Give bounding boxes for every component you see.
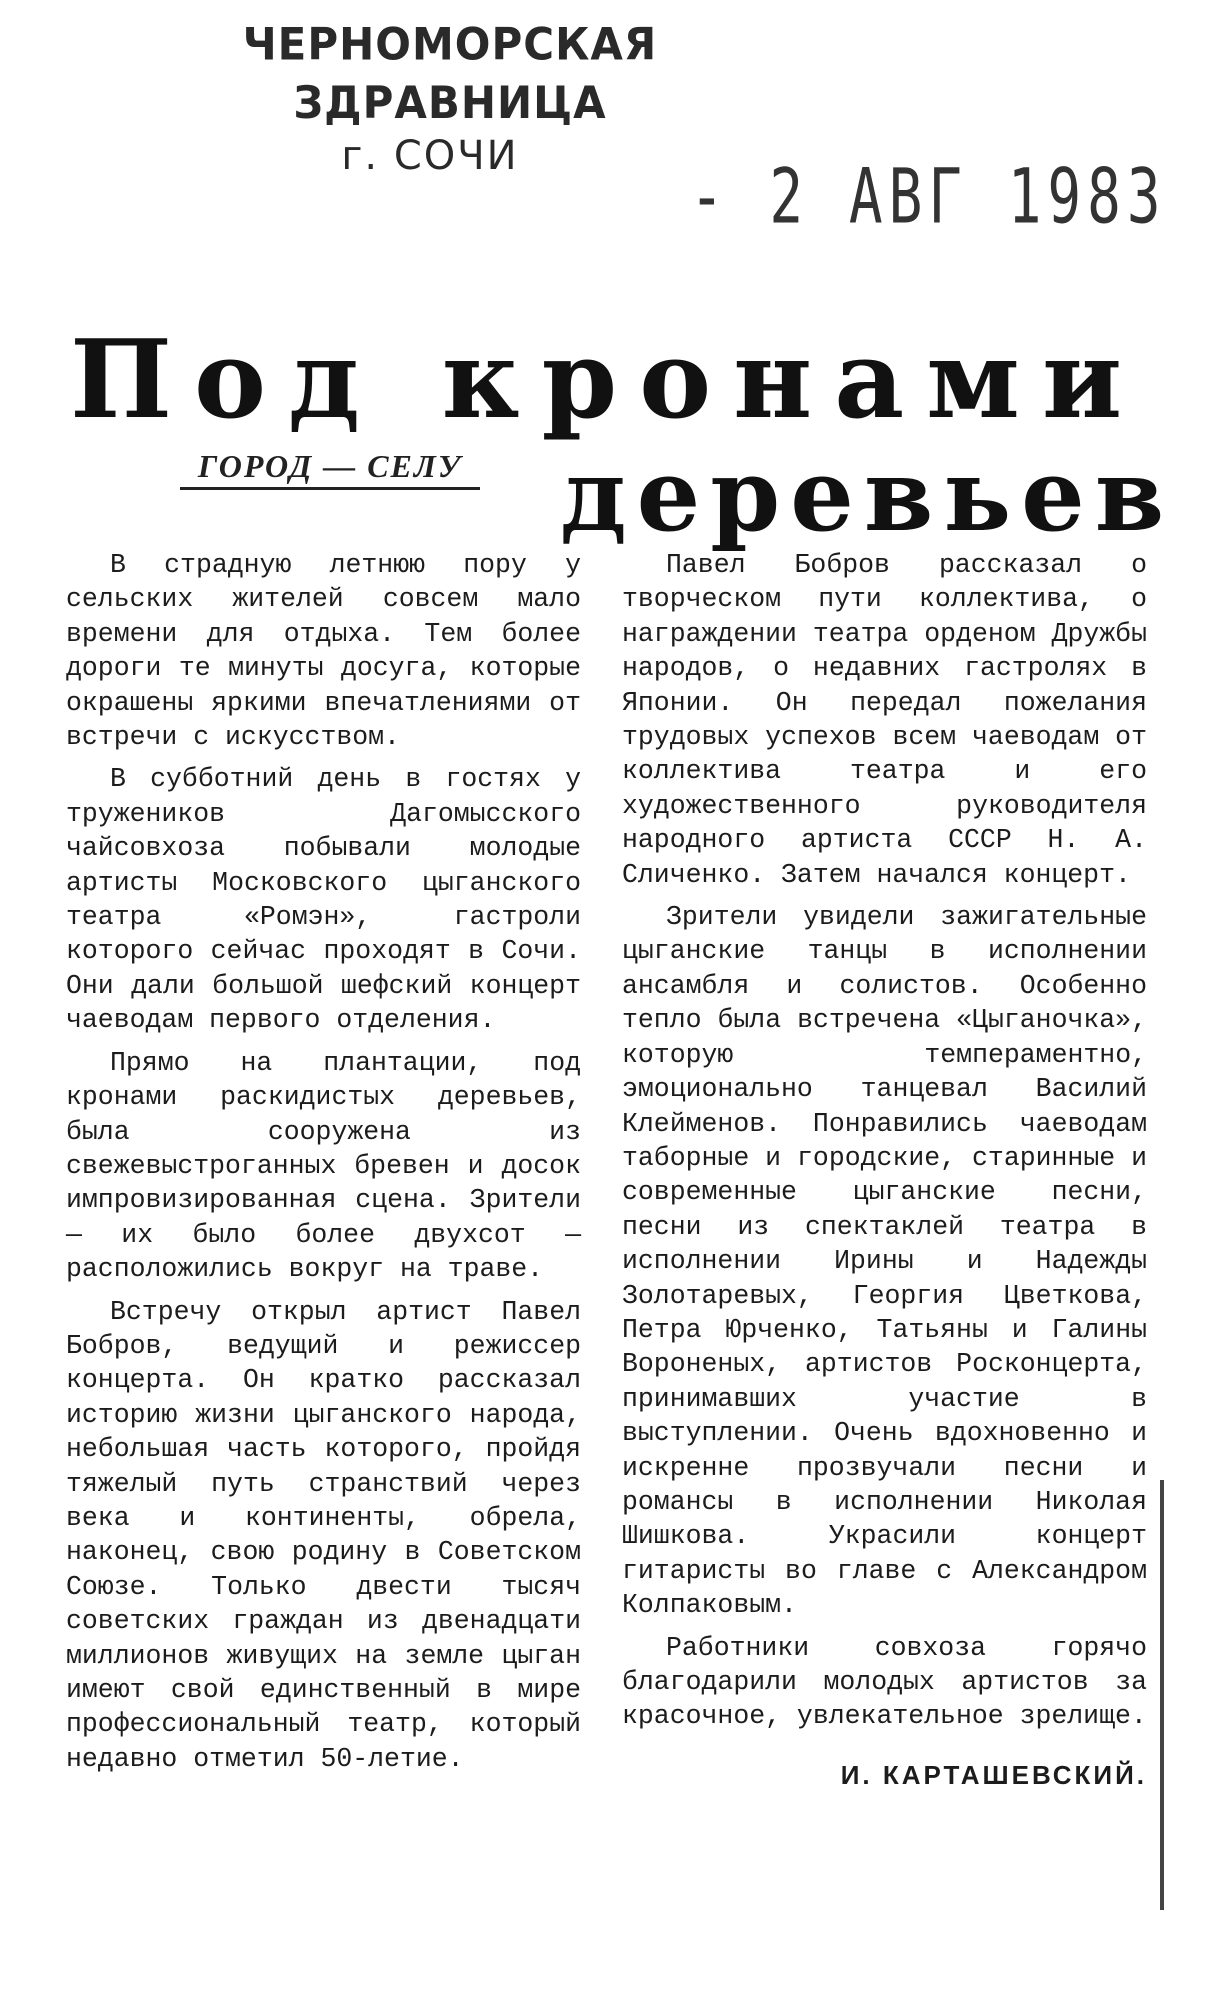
article-column-right <box>622 548 1147 1800</box>
date-stamp: - 2 АВГ 1983 <box>690 153 1167 242</box>
headline-line-1: Под кронами <box>70 317 1145 443</box>
paragraph: Павел Бобров рассказал о творческом пути коллектива, о награждении театра орденом Дружбы народов, о недавних гастролях в Японии. Он передал пожелания трудовых успехов всем чаеводам от коллектива театра и его художественного руководителя народного артиста СССР Н. А. Сличенко. Затем начался концерт. <box>622 550 1147 890</box>
margin-rule <box>1160 1480 1164 1910</box>
paragraph: Встречу открыл артист Павел Бобров, ведущий и режиссер концерта. Он кратко рассказал историю жизни цыганского народа, небольшая часть которого, пройдя тяжелый путь странствий через века и континенты, обрела, наконец, свою родину в Советском Союзе. Только двести тысяч советских граждан из двенадцати миллионов живущих на земле цыган имеют свой единственный в мире профессиональный театр, который недавно отметил 50-летие. <box>66 1296 581 1774</box>
paragraph: Зрители увидели зажигательные цыганские танцы в исполнении ансамбля и солистов. Особенно тепло была встречена «Цыганочка», которую темпераментно, эмоционально танцевал Василий Клейменов. Понравились чаеводам таборные и городские, старинные и современные цыганские песни, песни из спектаклей театра в исполнении Ирины и Надежды Золотаревых, Георгия Цветкова, Петра Юрченко, Татьяны и Галины Вороненых, артистов Росконцерта, принимавших участие в выступлении. Очень вдохновенно и искренне прозвучали песни и романсы в исполнении Николая Шишкова. Украсили концерт гитаристы во главе с Александром Колпаковым. <box>622 902 1147 1621</box>
rubric-label: ГОРОД — СЕЛУ <box>180 448 480 490</box>
headline-line-2: деревьев <box>560 436 1175 554</box>
newspaper-stamp <box>150 18 750 182</box>
paragraph: Работники совхоза горячо благодарили молодых артистов за красочное, увлекательное зрелище. <box>622 1632 1147 1732</box>
article-column-left <box>66 548 581 1784</box>
author-signature: И. КАРТАШЕВСКИЙ. <box>840 1759 1147 1790</box>
newspaper-city: г. СОЧИ <box>341 133 519 179</box>
paragraph: В субботний день в гостях у тружеников Дагомысского чайсовхоза побывали молодые артисты Московского цыганского театра «Ромэн», гастроли которого сейчас проходят в Сочи. Они дали большой шефский концерт чаеводам первого отделения. <box>66 764 581 1036</box>
paragraph: В страдную летнюю пору у сельских жителей совсем мало времени для отдыха. Тем более дороги те минуты досуга, которые окрашены яркими впечатлениями от встречи с искусством. <box>66 550 581 753</box>
newspaper-name: ЧЕРНОМОРСКАЯ ЗДРАВНИЦА <box>242 18 658 129</box>
paragraph: Прямо на плантации, под кронами раскидистых деревьев, была сооружена из свежевыстроганных бревен и досок импровизированная сцена. Зрители — их было более двухсот — расположились вокруг на траве. <box>66 1047 581 1285</box>
